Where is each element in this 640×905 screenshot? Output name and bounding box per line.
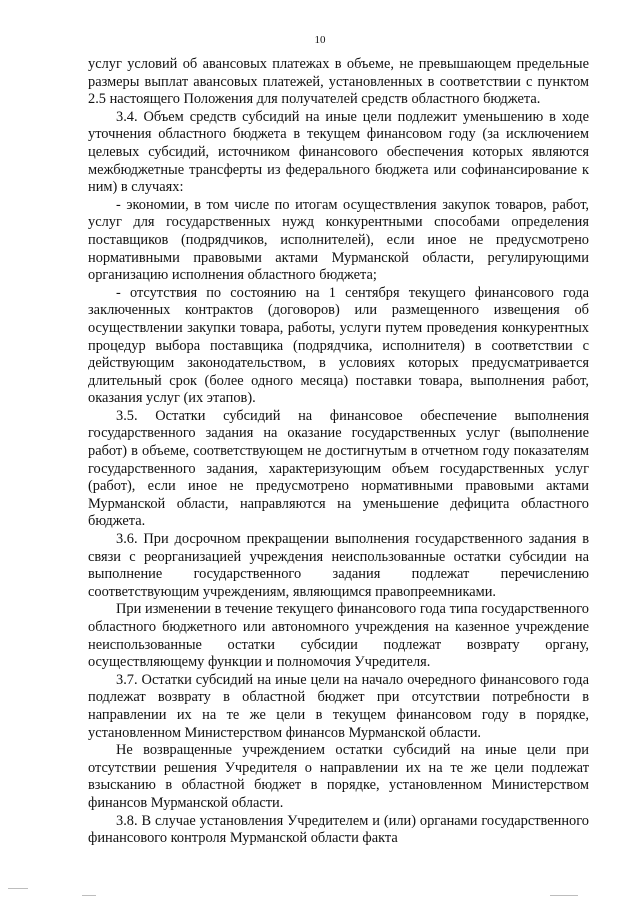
list-item-no-contracts: - отсутствия по состоянию на 1 сентября текущего финансового года заключенных контрактов (договоров) или размещенного извещения об осуществлении закупки товара, работы, услуги путем проведения конкурентных процедур выбора поставщика (подрядчика, исполнителя) в соответствии с действующим законодательством, в условиях которых предусматривается длительный срок (более одного месяца) поставки товара, выполнения работ, оказания услуг (их этапов). [88,284,589,407]
paragraph-3-6: 3.6. При досрочном прекращении выполнения государственного задания в связи с реорганизацией учреждения неиспользованные остатки субсидии на выполнение государственного задания подлежат перечислению соответствующим учреждениям, являющимся правопреемниками. [88,531,589,600]
scan-mark-left [8,888,28,889]
paragraph-type-change: При изменении в течение текущего финансового года типа государственного областного бюджетного или автономного учреждения на казенное учреждение неиспользованные остатки субсидии подлежат возврату органу, осуществляющему функции и полномочия Учредителя. [88,601,589,671]
page-number: 10 [314,34,326,46]
paragraph-3-8: 3.8. В случае установления Учредителем и (или) органами государственного финансового контроля Мурманской области факта [88,812,589,847]
paragraph-3-4: 3.4. Объем средств субсидий на иные цели подлежит уменьшению в ходе уточнения областного бюджета в текущем финансовом году (за исключением целевых субсидий, источником финансового обеспечения которых являются межбюджетные трансферты из федерального бюджета или софинансирование к ним) в случаях: [88,108,589,196]
document-body [88,56,589,848]
paragraph-3-7: 3.7. Остатки субсидий на иные цели на начало очередного финансового года подлежат возврату в областной бюджет при отсутствии потребности в направлении их на те же цели в текущем финансовом году в порядке, установленном Министерством финансов Мурманской области. [88,671,589,741]
list-item-savings: - экономии, в том числе по итогам осуществления закупок товаров, работ, услуг для государственных нужд конкурентными способами определения поставщиков (подрядчиков, исполнителей), если иное не предусмотрено нормативными правовыми актами Мурманской области, регулирующими организацию исполнения областного бюджета; [88,196,589,284]
paragraph-3-5: 3.5. Остатки субсидий на финансовое обеспечение выполнения государственного задания на оказание государственных услуг (выполнение работ) в объеме, соответствующем не достигнутым в отчетном году показателям государственного задания, характеризующим объем государственных услуг (работ), если иное не предусмотрено нормативными правовыми актами Мурманской области, направляются на уменьшение дефицита областного бюджета. [88,407,589,530]
scan-mark-middle [82,895,96,896]
paragraph-unreturned-balances: Не возвращенные учреждением остатки субсидий на иные цели при отсутствии решения Учредителя о направлении их на те же цели подлежат взысканию в областной бюджет в порядке, установленном Министерством финансов Мурманской области. [88,742,589,811]
scan-mark-right [550,895,578,896]
paragraph-advance-payments-continuation: услуг условий об авансовых платежах в объеме, не превышающем предельные размеры выплат авансовых платежей, установленных в соответствии с пунктом 2.5 настоящего Положения для получателей средств областного бюджета. [88,56,589,108]
